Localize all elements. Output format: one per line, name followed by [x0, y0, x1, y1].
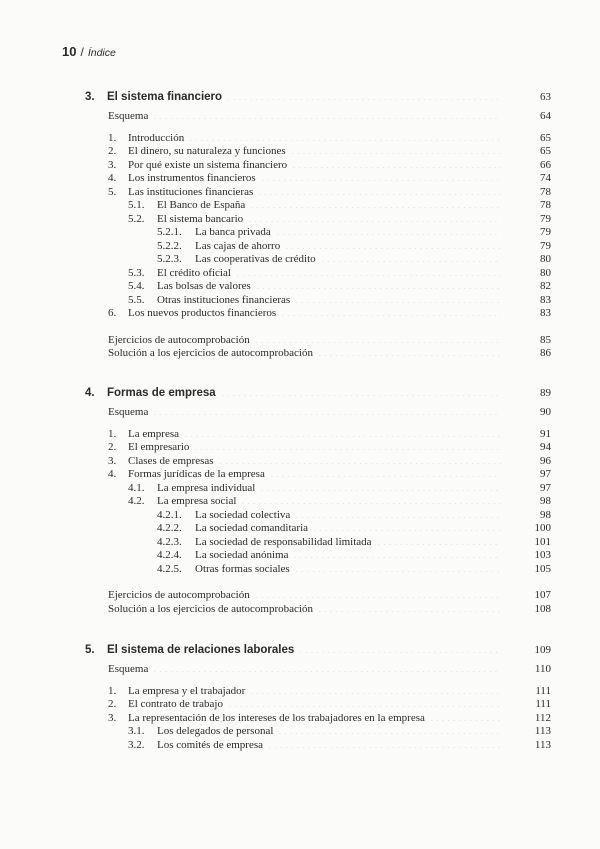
entry-page: 79 — [540, 212, 551, 225]
entry-title: Las instituciones financieras — [128, 185, 254, 198]
toc-entry[interactable] — [85, 685, 551, 699]
entry-page: 66 — [540, 158, 551, 171]
entry-page: 113 — [534, 725, 551, 737]
toc-entry[interactable] — [85, 549, 551, 563]
chapter-4-section — [85, 385, 551, 616]
dot-leader — [227, 699, 501, 707]
entry-title: Ejercicios de autocomprobación — [108, 333, 250, 346]
entry-title: Esquema — [108, 110, 149, 122]
entry-page: 96 — [540, 454, 551, 467]
entry-title: Los instrumentos financieros — [128, 172, 256, 184]
entry-title: El sistema bancario — [157, 212, 244, 225]
dot-leader — [376, 537, 501, 545]
dot-leader — [255, 281, 501, 289]
dot-leader — [152, 664, 501, 672]
entry-page: 107 — [534, 589, 551, 601]
toc-entry[interactable] — [85, 213, 551, 227]
toc-entry[interactable] — [85, 159, 551, 173]
entry-page: 90 — [540, 406, 551, 418]
toc-entry[interactable] — [85, 589, 551, 603]
entry-number: 5.2.3. — [157, 253, 182, 265]
toc-entry[interactable] — [85, 172, 551, 186]
dot-leader — [254, 335, 501, 343]
toc-entry[interactable] — [85, 698, 551, 712]
entry-number: 5.2.1. — [157, 226, 182, 238]
entry-number: 4.2.5. — [157, 562, 182, 575]
entry-page: 111 — [535, 698, 551, 710]
chapter-heading[interactable] — [85, 385, 551, 401]
toc-entry[interactable] — [85, 110, 551, 124]
entry-page: 83 — [540, 293, 551, 306]
dot-leader — [280, 308, 501, 316]
entry-number: 5.4. — [128, 280, 145, 292]
entry-title: Las cooperativas de crédito — [195, 253, 316, 265]
dot-leader — [429, 713, 501, 721]
entry-number: 1. — [108, 427, 117, 440]
entry-number: 5.3. — [128, 266, 145, 279]
entry-page: 110 — [534, 663, 551, 675]
entry-title: Solución a los ejercicios de autocomprobación — [108, 602, 313, 615]
entry-number: 4.2.3. — [157, 535, 182, 548]
entry-number: 1. — [108, 684, 117, 697]
chapter-page: 109 — [534, 644, 551, 656]
dot-leader — [290, 146, 501, 154]
entry-number: 3. — [108, 158, 117, 171]
page-number: 10 — [62, 44, 77, 59]
toc-entry[interactable] — [85, 663, 551, 677]
chapter-heading[interactable] — [85, 642, 551, 658]
toc-entry[interactable] — [85, 347, 551, 361]
entry-number: 2. — [108, 145, 117, 157]
entry-title: Los nuevos productos financieros — [128, 307, 277, 319]
entry-title: Otras formas sociales — [195, 562, 290, 575]
entry-page: 65 — [540, 145, 551, 157]
entry-page: 100 — [534, 522, 551, 534]
entry-title: El empresario — [128, 441, 190, 453]
entry-page: 80 — [540, 266, 551, 279]
entry-number: 5.1. — [128, 199, 145, 211]
toc-entry[interactable] — [85, 603, 551, 617]
entry-number: 2. — [108, 698, 117, 710]
toc-entry[interactable] — [85, 482, 551, 496]
toc-entry[interactable] — [85, 712, 551, 726]
entry-number: 4.2. — [128, 495, 145, 507]
dot-leader — [317, 348, 501, 356]
dot-leader — [259, 483, 501, 491]
dot-leader — [188, 133, 501, 141]
entry-page: 112 — [534, 711, 551, 724]
entry-title: El Banco de España — [157, 199, 246, 211]
entry-number: 5.2.2. — [157, 239, 182, 252]
entry-page: 78 — [540, 199, 551, 211]
entry-page: 83 — [540, 307, 551, 319]
entry-page: 105 — [534, 562, 551, 575]
dot-leader — [294, 564, 501, 572]
entry-title: Introducción — [128, 131, 185, 144]
dot-leader — [317, 604, 501, 612]
toc-entry[interactable] — [85, 240, 551, 254]
toc-entry[interactable] — [85, 199, 551, 213]
dot-leader — [277, 726, 501, 734]
entry-title: El dinero, su naturaleza y funciones — [128, 145, 286, 157]
entry-page: 78 — [540, 185, 551, 198]
chapter-number: 3. — [85, 91, 95, 103]
toc-entry[interactable] — [85, 307, 551, 321]
entry-page: 98 — [540, 495, 551, 507]
entry-page: 85 — [540, 333, 551, 346]
entry-page: 65 — [540, 131, 551, 144]
toc-entry[interactable] — [85, 739, 551, 753]
entry-page: 98 — [540, 508, 551, 521]
dot-leader — [269, 469, 501, 477]
toc-entry[interactable] — [85, 294, 551, 308]
toc-entry[interactable] — [85, 468, 551, 482]
entry-page: 97 — [540, 468, 551, 480]
dot-leader — [320, 254, 501, 262]
entry-number: 3.2. — [128, 738, 145, 751]
dot-leader — [235, 268, 501, 276]
dot-leader — [218, 456, 501, 464]
entry-number: 5. — [108, 185, 117, 198]
chapter-page: 89 — [540, 387, 551, 399]
dot-leader — [249, 686, 501, 694]
entry-title: Las bolsas de valores — [157, 280, 251, 292]
entry-page: 74 — [540, 172, 551, 184]
header-separator: / — [80, 45, 84, 59]
dot-leader — [193, 442, 501, 450]
entry-title: Por qué existe un sistema financiero — [128, 158, 288, 171]
toc-entry[interactable] — [85, 725, 551, 739]
chapter-heading[interactable] — [85, 89, 551, 105]
dot-leader — [247, 214, 501, 222]
dot-leader — [226, 92, 501, 100]
entry-title: La representación de los intereses de los trabajadores en la empresa — [128, 711, 425, 724]
toc-entry[interactable] — [85, 428, 551, 442]
dot-leader — [275, 227, 501, 235]
entry-page: 111 — [535, 684, 551, 697]
entry-number: 4.2.2. — [157, 522, 182, 534]
entry-title: La empresa y el trabajador — [128, 684, 246, 697]
entry-title: La sociedad comanditaria — [195, 522, 309, 534]
dot-leader — [284, 241, 501, 249]
running-title: Índice — [87, 47, 116, 59]
dot-leader — [220, 388, 501, 396]
entry-title: Esquema — [108, 663, 149, 675]
dot-leader — [291, 160, 501, 168]
entry-number: 4.1. — [128, 481, 145, 494]
entry-number: 3. — [108, 711, 117, 724]
entry-title: La banca privada — [195, 226, 271, 238]
dot-leader — [257, 187, 501, 195]
entry-page: 79 — [540, 226, 551, 238]
toc-entry[interactable] — [85, 280, 551, 294]
entry-number: 3.1. — [128, 725, 145, 737]
entry-page: 113 — [534, 738, 551, 751]
entry-title: La empresa individual — [157, 481, 256, 494]
entry-page: 94 — [540, 441, 551, 453]
entry-title: La sociedad anónima — [195, 549, 289, 561]
toc-entry[interactable] — [85, 334, 551, 348]
entry-number: 5.5. — [128, 293, 145, 306]
entry-title: La empresa — [128, 427, 179, 440]
entry-page: 97 — [540, 481, 551, 494]
dot-leader — [249, 200, 501, 208]
toc-entry[interactable] — [85, 441, 551, 455]
dot-leader — [240, 496, 501, 504]
entry-page: 91 — [540, 427, 551, 440]
entry-title: Los comités de empresa — [157, 738, 263, 751]
toc-entry[interactable] — [85, 509, 551, 523]
entry-number: 4. — [108, 172, 117, 184]
dot-leader — [298, 645, 501, 653]
entry-number: 4. — [108, 468, 117, 480]
dot-leader — [260, 173, 501, 181]
entry-page: 86 — [540, 347, 551, 359]
entry-number: 4.2.1. — [157, 508, 182, 521]
chapter-title: El sistema de relaciones laborales — [107, 644, 295, 656]
toc-entry[interactable] — [85, 267, 551, 281]
entry-number: 5.2. — [128, 212, 145, 225]
entry-number: 4.2.4. — [157, 549, 182, 561]
chapter-number: 5. — [85, 644, 95, 656]
dot-leader — [267, 740, 501, 748]
toc-entry[interactable] — [85, 455, 551, 469]
dot-leader — [152, 111, 501, 119]
toc-entry[interactable] — [85, 132, 551, 146]
entry-page: 64 — [540, 110, 551, 122]
toc-entry[interactable] — [85, 186, 551, 200]
entry-page: 80 — [540, 253, 551, 265]
entry-title: El crédito oficial — [157, 266, 231, 279]
entry-number: 2. — [108, 441, 117, 453]
chapter-title: El sistema financiero — [107, 91, 223, 103]
entry-page: 82 — [540, 280, 551, 292]
dot-leader — [294, 295, 501, 303]
running-header — [62, 44, 116, 59]
toc-entry[interactable] — [85, 406, 551, 420]
entry-title: Formas jurídicas de la empresa — [128, 468, 265, 480]
entry-page: 79 — [540, 239, 551, 252]
entry-page: 101 — [534, 535, 551, 548]
chapter-3-section — [85, 89, 551, 361]
toc-entry[interactable] — [85, 226, 551, 240]
dot-leader — [294, 510, 501, 518]
entry-number: 6. — [108, 307, 117, 319]
chapter-5-section — [85, 642, 551, 752]
chapter-title: Formas de empresa — [107, 387, 216, 399]
entry-title: La sociedad de responsabilidad limitada — [195, 535, 372, 548]
toc-entry[interactable] — [85, 495, 551, 509]
chapter-page: 63 — [540, 91, 551, 103]
toc-entry[interactable] — [85, 522, 551, 536]
toc-entry[interactable] — [85, 145, 551, 159]
entry-title: La empresa social — [157, 495, 237, 507]
dot-leader — [152, 407, 501, 415]
entry-title: Clases de empresas — [128, 454, 214, 467]
toc-entry[interactable] — [85, 563, 551, 577]
entry-title: El contrato de trabajo — [128, 698, 223, 710]
dot-leader — [183, 429, 501, 437]
entry-title: Otras instituciones financieras — [157, 293, 291, 306]
entry-title: La sociedad colectiva — [195, 508, 291, 521]
toc-entry[interactable] — [85, 253, 551, 267]
entry-number: 3. — [108, 454, 117, 467]
entry-page: 103 — [534, 549, 551, 561]
chapter-number: 4. — [85, 387, 95, 399]
entry-title: Los delegados de personal — [157, 725, 274, 737]
entry-page: 108 — [534, 602, 551, 615]
dot-leader — [254, 590, 501, 598]
dot-leader — [312, 523, 501, 531]
dot-leader — [292, 550, 501, 558]
entry-number: 1. — [108, 131, 117, 144]
toc-entry[interactable] — [85, 536, 551, 550]
entry-title: Solución a los ejercicios de autocomprobación — [108, 347, 313, 359]
entry-title: Ejercicios de autocomprobación — [108, 589, 250, 601]
entry-title: Las cajas de ahorro — [195, 239, 281, 252]
entry-title: Esquema — [108, 406, 149, 418]
